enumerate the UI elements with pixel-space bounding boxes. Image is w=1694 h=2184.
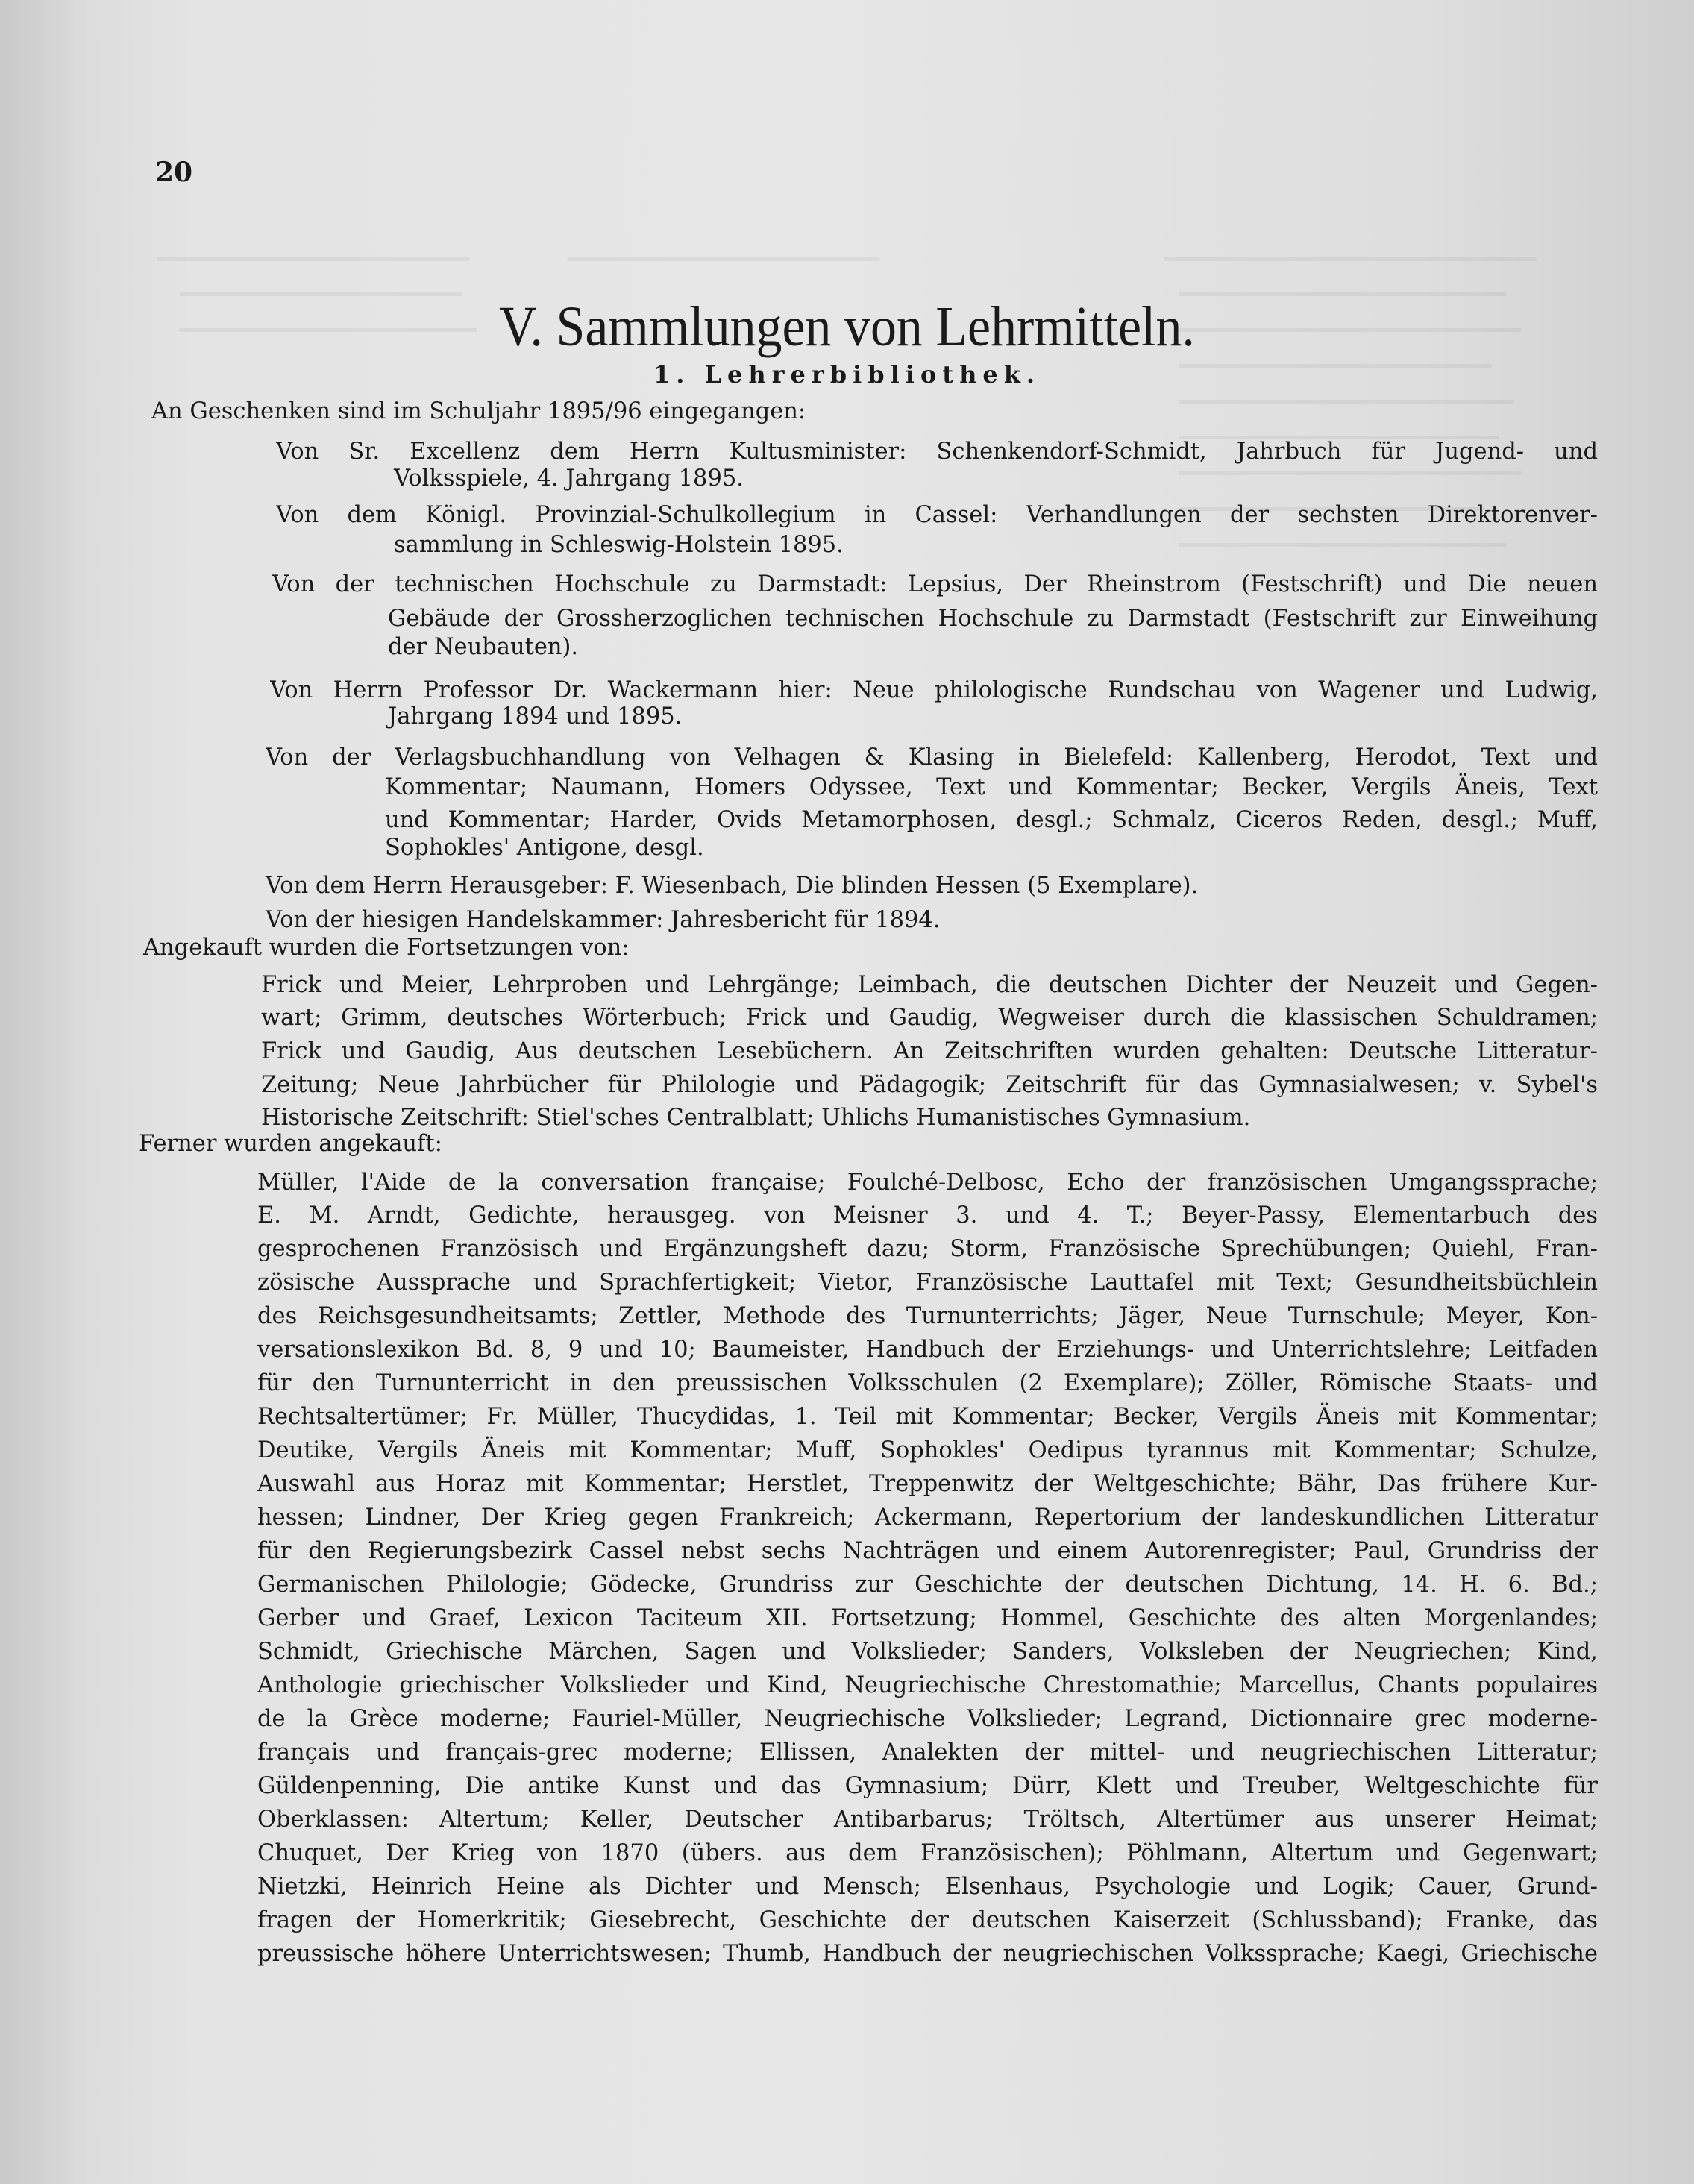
text-line: preussische höhere Unterrichtswesen; Thumb, Handbuch der neugriechischen Volkssprache; Kaegi, Griechische xyxy=(257,1941,1598,1967)
text-line: Von dem Herrn Herausgeber: F. Wiesenbach, Die blinden Hessen (5 Exemplare). xyxy=(266,873,1199,899)
text-line: de la Grèce moderne; Fauriel-Müller, Neugriechische Volkslieder; Legrand, Dictionnaire grec moderne- xyxy=(257,1706,1598,1732)
text-line: für den Regierungsbezirk Cassel nebst sechs Nachträgen und einem Autorenregister; Paul, Grundriss der xyxy=(257,1538,1598,1564)
text-line: An Geschenken sind im Schuljahr 1895/96 eingegangen: xyxy=(151,398,806,424)
text-line: Rechtsaltertümer; Fr. Müller, Thucydidas, 1. Teil mit Kommentar; Becker, Vergils Äneis mit Kommentar; xyxy=(257,1404,1598,1430)
text-line: Oberklassen: Altertum; Keller, Deutscher Antibarbarus; Tröltsch, Altertümer aus unserer Heimat; xyxy=(257,1807,1598,1833)
text-line: Zeitung; Neue Jahrbücher für Philologie und Pädagogik; Zeitschrift für das Gymnasialwesen; v. Sybel's xyxy=(261,1072,1598,1098)
subsection-title: 1. Lehrerbibliothek. xyxy=(653,360,1041,389)
text-line: Von der Verlagsbuchhandlung von Velhagen & Klasing in Bielefeld: Kallenberg, Herodot, Text und xyxy=(266,744,1598,771)
text-line: Von der hiesigen Handelskammer: Jahresbericht für 1894. xyxy=(266,907,941,933)
text-line: Auswahl aus Horaz mit Kommentar; Herstlet, Treppenwitz der Weltgeschichte; Bähr, Das frühere Kur- xyxy=(257,1471,1598,1497)
text-line: wart; Grimm, deutsches Wörterbuch; Frick und Gaudig, Wegweiser durch die klassischen Schuldramen; xyxy=(261,1005,1598,1031)
text-line: gesprochenen Französisch und Ergänzungsheft dazu; Storm, Französische Sprechübungen; Quiehl, Fran- xyxy=(257,1236,1598,1262)
text-line: Anthologie griechischer Volkslieder und Kind, Neugriechische Chrestomathie; Marcellus, Chants populaires xyxy=(257,1672,1598,1698)
text-line: Von Sr. Excellenz dem Herrn Kultusminister: Schenkendorf-Schmidt, Jahrbuch für Jugend- und xyxy=(276,439,1598,465)
text-line: des Reichsgesundheitsamts; Zettler, Methode des Turnunterrichts; Jäger, Neue Turnschule; Meyer, Kon- xyxy=(257,1303,1598,1329)
text-line: Von Herrn Professor Dr. Wackermann hier: Neue philologische Rundschau von Wagener und Ludwig, xyxy=(270,677,1598,703)
text-line: versationslexikon Bd. 8, 9 und 10; Baumeister, Handbuch der Erziehungs- und Unterrichtslehre; Leitfaden xyxy=(257,1337,1598,1363)
text-line: Schmidt, Griechische Märchen, Sagen und Volkslieder; Sanders, Volksleben der Neugriechen; Kind, xyxy=(257,1639,1598,1665)
text-line: und Kommentar; Harder, Ovids Metamorphosen, desgl.; Schmalz, Ciceros Reden, desgl.; Muff, xyxy=(385,807,1598,833)
text-line: Kommentar; Naumann, Homers Odyssee, Text und Kommentar; Becker, Vergils Äneis, Text xyxy=(385,774,1598,800)
text-line: Gebäude der Grossherzoglichen technischen Hochschule zu Darmstadt (Festschrift zur Einweihung xyxy=(388,606,1598,632)
text-line: der Neubauten). xyxy=(388,634,579,660)
text-line: français und français-grec moderne; Ellissen, Analekten der mittel- und neugriechischen Litteratur; xyxy=(257,1739,1598,1766)
text-line: Sophokles' Antigone, desgl. xyxy=(385,835,704,861)
section-title: V. Sammlungen von Lehrmitteln. xyxy=(499,295,1195,358)
text-line: Müller, l'Aide de la conversation française; Foulché-Delbosc, Echo der französischen Umgangssprache; xyxy=(257,1170,1598,1196)
text-line: Volksspiele, 4. Jahrgang 1895. xyxy=(394,465,744,492)
text-line: Deutike, Vergils Äneis mit Kommentar; Muff, Sophokles' Oedipus tyrannus mit Kommentar; Schulze, xyxy=(257,1437,1598,1463)
text-line: zösische Aussprache und Sprachfertigkeit; Vietor, Französische Lauttafel mit Text; Gesundheitsbüchlein xyxy=(257,1270,1598,1296)
text-line: Von dem Königl. Provinzial-Schulkollegium in Cassel: Verhandlungen der sechsten Direktorenver- xyxy=(276,502,1598,528)
text-line: hessen; Lindner, Der Krieg gegen Frankreich; Ackermann, Repertorium der landeskundlichen Litteratur xyxy=(257,1504,1598,1531)
text-line: fragen der Homerkritik; Giesebrecht, Geschichte der deutschen Kaiserzeit (Schlussband); Franke, das xyxy=(257,1907,1598,1933)
text-line: Von der technischen Hochschule zu Darmstadt: Lepsius, Der Rheinstrom (Festschrift) und Die neuen xyxy=(272,571,1598,597)
text-line: Chuquet, Der Krieg von 1870 (übers. aus dem Französischen); Pöhlmann, Altertum und Gegenwart; xyxy=(257,1840,1598,1866)
text-line: Ferner wurden angekauft: xyxy=(139,1131,442,1157)
text-line: Angekauft wurden die Fortsetzungen von: xyxy=(143,935,630,961)
text-line: Jahrgang 1894 und 1895. xyxy=(388,703,683,729)
text-line: Gerber und Graef, Lexicon Taciteum XII. Fortsetzung; Hommel, Geschichte des alten Morgenlandes; xyxy=(257,1605,1598,1631)
text-line: Historische Zeitschrift: Stiel'sches Centralblatt; Uhlichs Humanistisches Gymnasium. xyxy=(261,1105,1251,1131)
text-line: Germanischen Philologie; Gödecke, Grundriss zur Geschichte der deutschen Dichtung, 14. H. 6. Bd.; xyxy=(257,1572,1598,1598)
page-number: 20 xyxy=(155,157,193,188)
text-line: für den Turnunterricht in den preussischen Volksschulen (2 Exemplare); Zöller, Römische Staats- und xyxy=(257,1370,1598,1396)
text-line: Nietzki, Heinrich Heine als Dichter und Mensch; Elsenhaus, Psychologie und Logik; Cauer, Grund- xyxy=(257,1874,1598,1900)
text-line: Güldenpenning, Die antike Kunst und das Gymnasium; Dürr, Klett und Treuber, Weltgeschichte für xyxy=(257,1773,1598,1799)
text-line: Frick und Gaudig, Aus deutschen Lesebüchern. An Zeitschriften wurden gehalten: Deutsche Litteratur- xyxy=(261,1038,1598,1064)
text-line: E. M. Arndt, Gedichte, herausgeg. von Meisner 3. und 4. T.; Beyer-Passy, Elementarbuch des xyxy=(257,1202,1598,1228)
text-line: sammlung in Schleswig-Holstein 1895. xyxy=(394,532,844,558)
text-line: Frick und Meier, Lehrproben und Lehrgänge; Leimbach, die deutschen Dichter der Neuzeit und Gegen- xyxy=(261,972,1598,998)
